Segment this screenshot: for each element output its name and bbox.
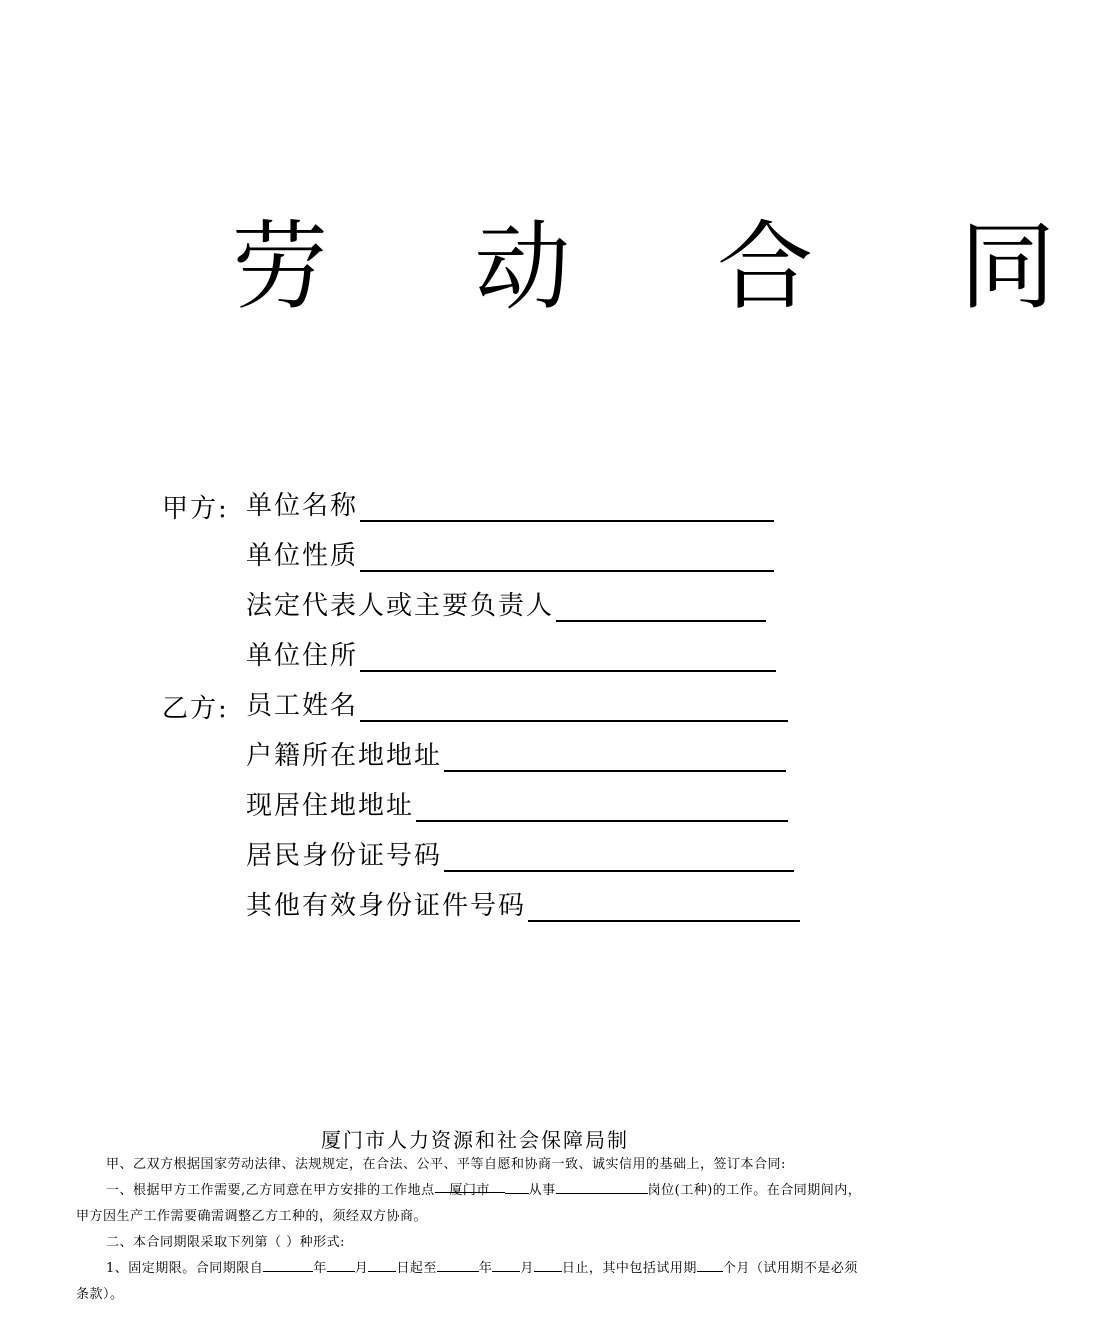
clause-2: 二、本合同期限采取下列第（ ）种形式: <box>106 1235 346 1250</box>
field-label: 员工姓名 <box>246 691 359 721</box>
field-label: 户籍所在地地址 <box>246 741 443 771</box>
blank-line[interactable] <box>263 1257 313 1272</box>
field-unit-name <box>246 486 774 522</box>
blank-line[interactable] <box>444 742 786 772</box>
field-current-address <box>246 786 788 822</box>
blank-line[interactable] <box>416 792 788 822</box>
blank-line[interactable] <box>437 1257 479 1272</box>
field-label: 居民身份证号码 <box>246 841 443 871</box>
blank-line[interactable] <box>360 492 774 522</box>
blank-line[interactable] <box>444 842 794 872</box>
field-label: 单位性质 <box>246 541 359 571</box>
blank-line[interactable] <box>360 642 776 672</box>
blank-line[interactable] <box>556 592 766 622</box>
city-blank[interactable]: 厦门市 <box>435 1178 505 1193</box>
contract-body <box>76 1152 866 1308</box>
clause-1: 一、根据甲方工作需要,乙方同意在甲方安排的工作地点 厦门市 从事 岗位(工种)的工作。在合同期间内，甲方因生产工作需要确需调整乙方工种的，须经双方协商。 <box>76 1178 866 1230</box>
blank-line[interactable] <box>360 542 774 572</box>
field-unit-nature <box>246 536 774 572</box>
clause-2-1: 1、固定期限。合同期限自 年 月 日起至 年 月 日止，其中包括试用期 个月（试用期不是必须条款）。 <box>76 1256 866 1308</box>
contract-title: 劳 动 合 同 <box>232 211 1114 323</box>
field-label: 单位住所 <box>246 641 359 671</box>
field-id-number <box>246 836 794 872</box>
party-b-label: 乙方: <box>162 694 229 724</box>
intro-paragraph: 甲、乙双方根据国家劳动法律、法规规定，在合法、公平、平等自愿和协商一致、诚实信用的基础上，签订本合同: <box>106 1157 786 1172</box>
blank-line[interactable] <box>368 1257 396 1272</box>
blank-line[interactable] <box>327 1257 355 1272</box>
party-a-label: 甲方: <box>162 494 229 524</box>
position-blank[interactable] <box>556 1179 648 1194</box>
field-label: 单位名称 <box>246 491 359 521</box>
blank-line[interactable] <box>492 1257 520 1272</box>
field-label: 现居住地地址 <box>246 791 415 821</box>
field-label: 法定代表人或主要负责人 <box>246 591 555 621</box>
blank-line[interactable] <box>534 1257 562 1272</box>
field-employee-name <box>246 686 788 722</box>
blank-line[interactable] <box>528 892 800 922</box>
field-unit-address <box>246 636 776 672</box>
field-household-address <box>246 736 786 772</box>
field-label: 其他有效身份证件号码 <box>246 891 527 921</box>
field-legal-representative <box>246 586 766 622</box>
blank-line[interactable] <box>505 1179 529 1194</box>
issuer-line: 厦门市人力资源和社会保障局制 <box>321 1128 629 1152</box>
blank-line[interactable] <box>360 692 788 722</box>
blank-line[interactable] <box>697 1257 723 1272</box>
field-other-id-number <box>246 886 800 922</box>
